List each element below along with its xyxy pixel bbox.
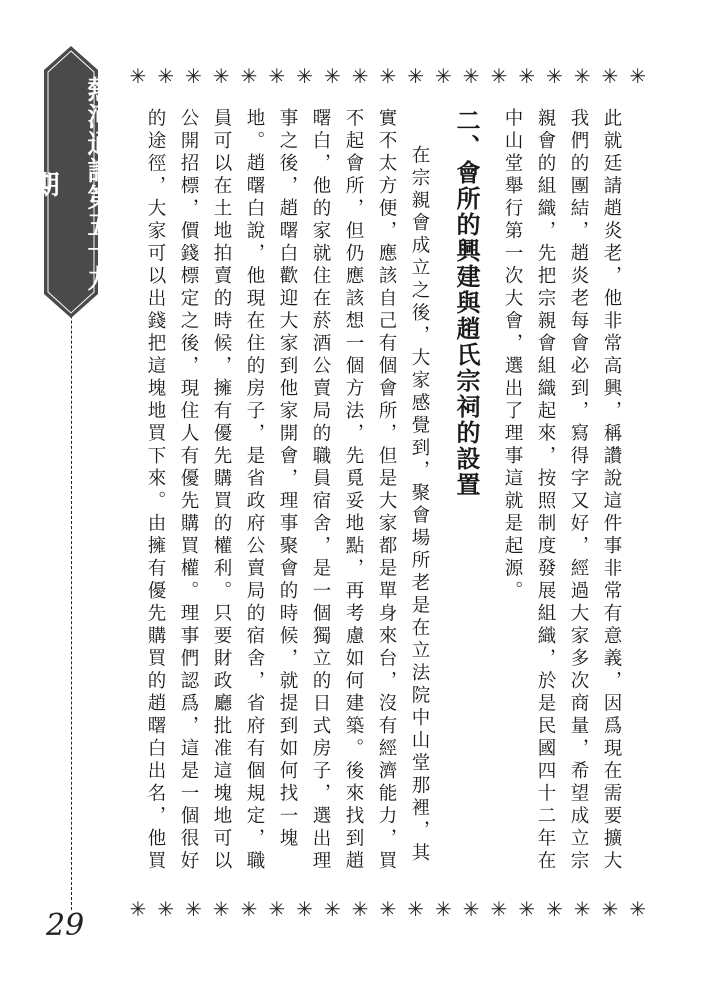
star-ornament-icon: ✳ <box>601 897 619 921</box>
star-ornament-icon: ✳ <box>212 897 230 921</box>
star-ornament-icon: ✳ <box>462 64 480 88</box>
star-ornament-icon: ✳ <box>157 897 175 921</box>
issue-title: 熱河通訊第五十九期 <box>29 76 113 292</box>
star-ornament-icon: ✳ <box>490 64 508 88</box>
paragraph-continuation: 此就廷請趙炎老，他非常高興，稱讚說這件事非常有意義，因爲現在需要擴大我們的團結，趙炎老每會必到，寫得字又好，經過大家多次商量，希望成立宗親會的組織，先把宗親會組織起來，按照制度發展組織，於是民國四十二年在中山堂舉行第一次大會，選出了理事這就是起源。 <box>502 108 622 873</box>
star-ornament-icon: ✳ <box>157 64 175 88</box>
star-ornament-icon: ✳ <box>518 897 536 921</box>
star-ornament-icon: ✳ <box>573 897 591 921</box>
star-ornament-icon: ✳ <box>546 897 563 921</box>
section-heading: 二、會所的興建與趙氏宗祠的設置 <box>452 108 480 498</box>
page-number: 29 <box>46 908 85 943</box>
star-ornament-icon: ✳ <box>185 64 202 88</box>
bottom-star-ornament <box>128 897 648 921</box>
star-ornament-icon: ✳ <box>323 897 341 921</box>
star-ornament-icon: ✳ <box>379 897 397 921</box>
star-ornament-icon: ✳ <box>323 64 341 88</box>
star-ornament-icon: ✳ <box>546 64 563 88</box>
star-ornament-icon: ✳ <box>129 64 147 88</box>
star-ornament-icon: ✳ <box>518 64 536 88</box>
star-ornament-icon: ✳ <box>268 64 286 88</box>
star-ornament-icon: ✳ <box>629 64 647 88</box>
star-ornament-icon: ✳ <box>490 897 508 921</box>
star-ornament-icon: ✳ <box>435 64 452 88</box>
star-ornament-icon: ✳ <box>296 64 313 88</box>
star-ornament-icon: ✳ <box>351 64 369 88</box>
star-ornament-icon: ✳ <box>462 897 480 921</box>
paragraph: 在宗親會成立之後，大家感覺到，聚會場所老是在立法院中山堂那裡，其實不太方便，應該自己有個會所，但是大家都是單身來台，沒有經濟能力，買不起會所，但仍應該想一個方法，先覓妥地點，再考慮如何建築。後來找到趙曙白，他的家就住在菸酒公賣局的職員宿舍，是一個獨立的日式房子，選出理事之後，趙曙白歡迎大家到他家開會，理事聚會的時候，就提到如何找一塊地。趙曙白說，他現在住的房子，是省政府公賣局的宿舍，省府有個規定，職員可以在土地拍賣的時候，擁有優先購買的權利。只要財政廳批准這塊地可以公開招標，價錢標定之後，現住人有優先購買權。理事們認爲，這是一個很好的途徑，大家可以出錢把這塊地買下來。由擁有優先購買的趙曙白出名，他買 <box>145 108 430 873</box>
star-ornament-icon: ✳ <box>268 897 286 921</box>
star-ornament-icon: ✳ <box>240 897 258 921</box>
issue-banner <box>29 46 113 318</box>
star-ornament-icon: ✳ <box>629 897 647 921</box>
star-ornament-icon: ✳ <box>296 897 313 921</box>
star-ornament-icon: ✳ <box>379 64 397 88</box>
star-ornament-icon: ✳ <box>407 64 425 88</box>
star-ornament-icon: ✳ <box>185 897 202 921</box>
star-ornament-icon: ✳ <box>407 897 425 921</box>
star-ornament-icon: ✳ <box>129 897 147 921</box>
top-star-ornament <box>128 64 648 88</box>
article-body <box>140 108 628 886</box>
star-ornament-icon: ✳ <box>212 64 230 88</box>
star-ornament-icon: ✳ <box>601 64 619 88</box>
star-ornament-icon: ✳ <box>573 64 591 88</box>
star-ornament-icon: ✳ <box>351 897 369 921</box>
star-ornament-icon: ✳ <box>435 897 452 921</box>
star-ornament-icon: ✳ <box>240 64 258 88</box>
